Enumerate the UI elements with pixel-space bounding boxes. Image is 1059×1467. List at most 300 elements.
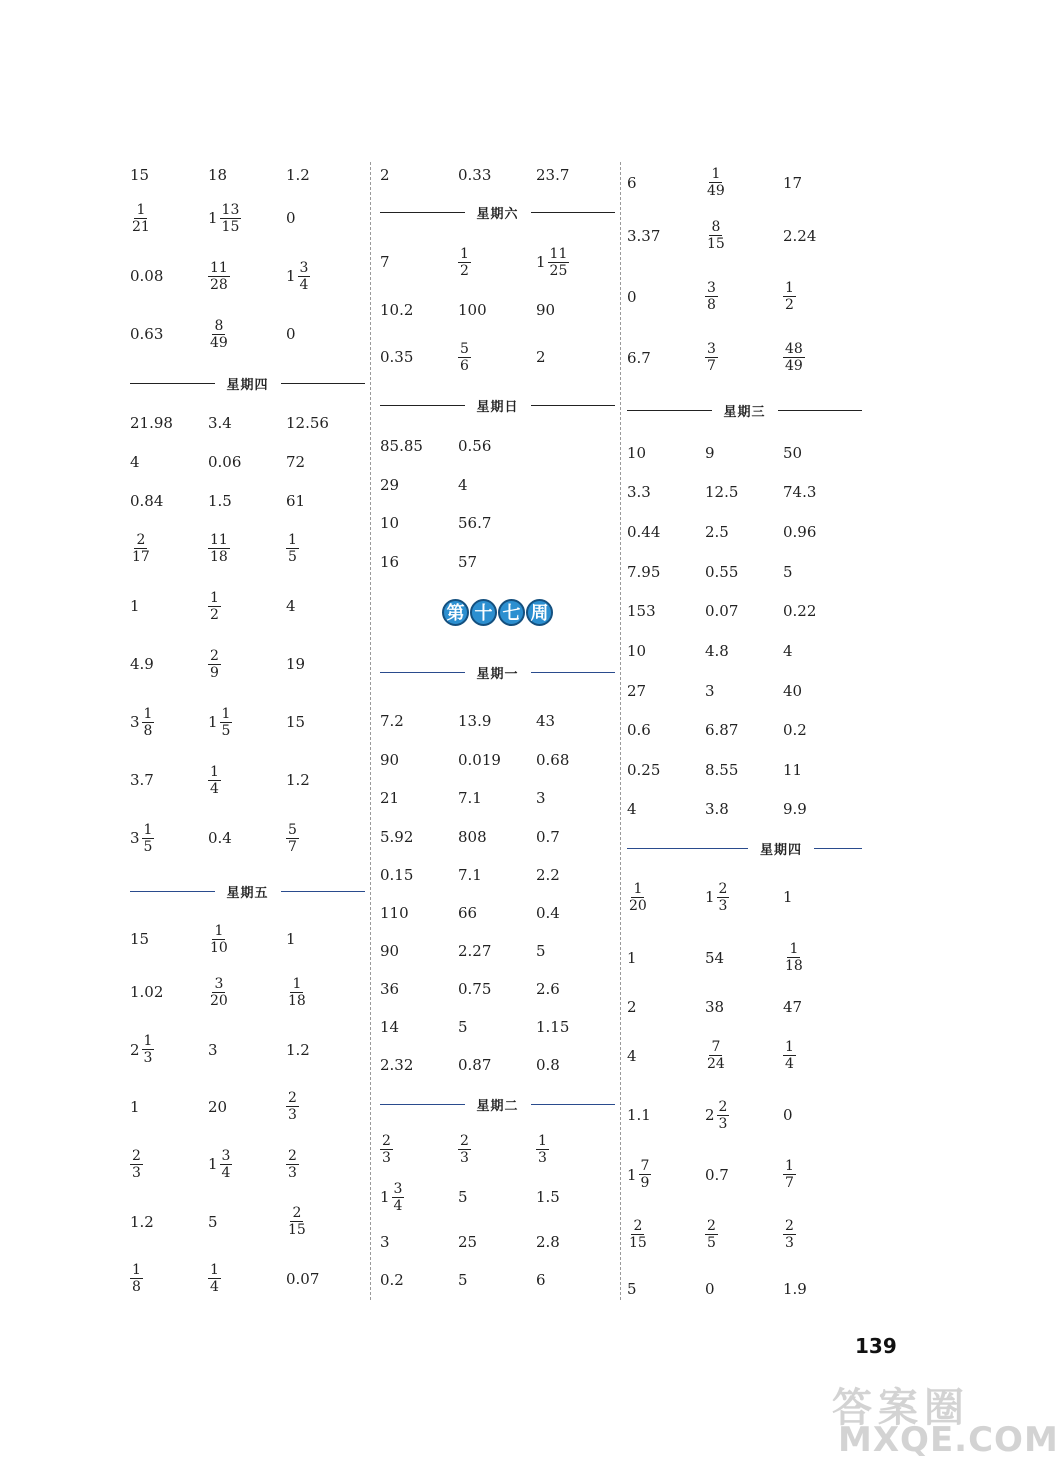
answer-row <box>380 1124 615 1174</box>
fraction <box>208 533 230 564</box>
mixed-whole: 1 <box>286 267 296 285</box>
answer-cell: 5 <box>458 1271 468 1289</box>
answer-cell: 6 <box>627 173 637 192</box>
answer-cell: 0.75 <box>458 980 492 998</box>
fraction-numerator: 3 <box>393 1180 403 1197</box>
fraction-denominator: 3 <box>718 1115 728 1132</box>
fraction-denominator: 3 <box>143 1050 153 1066</box>
answer-row <box>380 1220 615 1264</box>
answer-row <box>380 894 615 932</box>
fraction <box>783 1040 796 1071</box>
week-banner-char: 七 <box>498 599 525 626</box>
answer-row <box>627 512 862 552</box>
answer-cell: 0 <box>705 1280 715 1298</box>
day-label: 星期三 <box>723 405 766 420</box>
fraction <box>142 1034 155 1065</box>
answer-cell: 6.87 <box>705 721 739 739</box>
answer-row <box>627 1025 862 1086</box>
answer-row <box>130 247 365 305</box>
answer-cell: 27 <box>627 681 647 700</box>
answer-row <box>627 988 862 1025</box>
mixed-whole: 1 <box>705 888 715 906</box>
answer-cell: 2 <box>627 997 637 1016</box>
answer-cell: 0.019 <box>458 750 501 769</box>
answer-cell: 5 <box>536 942 546 960</box>
answer-cell <box>783 1219 861 1250</box>
answer-row <box>627 789 862 829</box>
answer-cell <box>130 1149 208 1180</box>
fraction-numerator: 1 <box>143 705 153 722</box>
answer-cell <box>208 707 286 738</box>
column-divider <box>370 162 371 1300</box>
fraction-denominator: 2 <box>210 606 219 623</box>
mixed-whole: 2 <box>705 1106 715 1124</box>
mixed-whole: 1 <box>208 1155 218 1173</box>
answer-cell: 90 <box>380 942 400 960</box>
answer-row <box>130 1021 365 1078</box>
answer-cell <box>208 924 286 955</box>
fraction <box>208 261 230 292</box>
fraction <box>705 1040 727 1071</box>
answer-cell: 0.35 <box>380 348 414 366</box>
fraction-numerator: 1 <box>214 922 224 939</box>
answer-row <box>380 289 615 331</box>
answer-cell: 54 <box>705 948 725 967</box>
answer-cell: 110 <box>380 904 409 922</box>
day-heading <box>130 867 365 915</box>
answer-cell: 16 <box>380 553 400 571</box>
answer-cell: 1.2 <box>286 1040 310 1059</box>
answer-cell: 0.7 <box>536 827 560 846</box>
answer-column-left <box>130 160 365 1307</box>
fraction-denominator: 4 <box>785 1056 794 1072</box>
answer-cell: 0.15 <box>380 866 414 884</box>
fraction-numerator: 1 <box>136 201 146 218</box>
fraction-numerator: 2 <box>136 532 146 548</box>
answer-row <box>380 1174 615 1220</box>
fraction <box>705 1219 718 1250</box>
answer-cell: 3.37 <box>627 226 661 245</box>
fraction <box>208 319 230 350</box>
fraction-numerator: 8 <box>214 317 224 334</box>
answer-cell <box>286 1206 364 1237</box>
fraction <box>458 342 471 373</box>
answer-cell: 0.4 <box>208 829 232 847</box>
week-banner-char: 周 <box>526 599 553 626</box>
answer-cell: 2 <box>380 165 390 184</box>
heading-rule <box>281 383 366 384</box>
answer-row <box>380 465 615 504</box>
day-label: 星期六 <box>476 206 519 222</box>
answer-cell <box>705 1219 783 1250</box>
answer-cell: 2.32 <box>380 1056 414 1074</box>
answer-row <box>130 1193 365 1250</box>
answer-cell <box>208 533 286 564</box>
fraction-denominator: 3 <box>718 897 728 914</box>
fraction-numerator: 1 <box>633 880 643 897</box>
answer-cell <box>705 281 783 312</box>
answer-cell: 90 <box>380 750 400 769</box>
fraction-denominator: 7 <box>288 838 297 855</box>
fraction-denominator: 15 <box>629 1234 647 1251</box>
answer-cell <box>458 1134 536 1165</box>
fraction-denominator: 2 <box>785 297 794 313</box>
answer-cell <box>458 247 536 278</box>
fraction <box>130 1149 143 1180</box>
answer-cell <box>208 203 286 234</box>
answer-row <box>130 442 365 481</box>
answer-cell: 5 <box>458 1188 468 1206</box>
fraction-denominator: 21 <box>132 218 150 235</box>
fraction-numerator: 13 <box>221 201 240 218</box>
fraction-numerator: 1 <box>785 280 794 296</box>
answer-cell <box>536 1134 614 1165</box>
answer-cell: 0.84 <box>130 491 164 510</box>
answer-cell: 12.5 <box>705 483 739 501</box>
fraction <box>548 247 570 278</box>
answer-cell: 6.7 <box>627 348 651 367</box>
fraction-numerator: 7 <box>640 1158 650 1174</box>
fraction <box>130 533 152 564</box>
fraction-denominator: 18 <box>785 958 803 974</box>
answer-row <box>380 542 615 582</box>
answer-row <box>380 331 615 383</box>
answer-cell: 2.27 <box>458 942 492 960</box>
fraction <box>286 1091 299 1122</box>
fraction-numerator: 7 <box>711 1039 721 1055</box>
answer-row <box>130 915 365 963</box>
answer-cell: 4 <box>458 475 468 494</box>
answer-cell <box>208 649 286 680</box>
heading-rule <box>814 848 862 849</box>
heading-rule <box>130 891 215 892</box>
answer-cell: 1 <box>130 597 140 615</box>
answer-row <box>627 433 862 472</box>
answer-cell <box>130 823 208 854</box>
fraction-numerator: 1 <box>785 1039 794 1055</box>
fraction <box>208 924 230 955</box>
answer-cell: 0.6 <box>627 721 651 739</box>
answer-cell: 21 <box>380 789 400 807</box>
answer-column-right <box>627 160 862 1315</box>
answer-cell: 3 <box>208 1040 218 1059</box>
fraction-numerator: 48 <box>785 341 803 357</box>
watermark-site: MXQE.COM <box>838 1420 1059 1460</box>
fraction-denominator: 49 <box>707 183 725 199</box>
fraction-denominator: 9 <box>210 664 219 681</box>
fraction-denominator: 3 <box>288 1107 297 1123</box>
answer-cell: 72 <box>286 452 306 471</box>
fraction-numerator: 2 <box>210 647 219 664</box>
fraction <box>286 977 308 1008</box>
fraction <box>717 1100 730 1131</box>
answer-row <box>627 1144 862 1205</box>
fraction-numerator: 1 <box>292 975 302 992</box>
answer-row <box>627 671 862 710</box>
fraction-denominator: 28 <box>210 276 228 293</box>
answer-cell: 7.95 <box>627 562 661 581</box>
answer-cell: 5 <box>783 562 793 581</box>
mixed-whole: 1 <box>380 1188 390 1206</box>
mixed-whole: 1 <box>208 713 218 731</box>
fraction-numerator: 1 <box>143 821 153 838</box>
answer-cell: 5 <box>458 1018 468 1036</box>
answer-cell: 153 <box>627 602 656 620</box>
answer-row <box>130 809 365 867</box>
fraction <box>142 823 155 854</box>
answer-cell: 1 <box>286 930 296 948</box>
answer-row <box>380 970 615 1008</box>
answer-cell: 4 <box>130 452 140 471</box>
fraction-numerator: 1 <box>143 1033 153 1049</box>
answer-row <box>380 160 615 189</box>
answer-cell: 2.24 <box>783 226 817 245</box>
answer-cell: 4 <box>627 800 637 818</box>
fraction-numerator: 2 <box>707 1217 716 1234</box>
answer-cell <box>783 1159 861 1190</box>
heading-rule <box>627 410 712 411</box>
fraction-numerator: 1 <box>789 941 799 957</box>
answer-row <box>627 472 862 512</box>
fraction-numerator: 3 <box>707 341 716 357</box>
fraction-denominator: 2 <box>460 262 469 279</box>
answer-cell <box>208 765 286 796</box>
answer-row <box>380 1264 615 1296</box>
answer-cell: 74.3 <box>783 483 817 501</box>
answer-cell: 12.56 <box>286 413 329 432</box>
fraction <box>142 707 155 738</box>
fraction <box>705 220 727 251</box>
fraction <box>380 1134 393 1165</box>
answer-row <box>627 205 862 266</box>
heading-rule <box>531 405 616 406</box>
fraction-denominator: 25 <box>549 262 568 279</box>
answer-row <box>627 1263 862 1315</box>
fraction <box>639 1159 652 1190</box>
answer-cell: 1.2 <box>286 165 310 184</box>
fraction-numerator: 11 <box>210 532 228 548</box>
fraction-denominator: 20 <box>210 992 228 1009</box>
fraction <box>286 1149 299 1180</box>
fraction <box>220 1149 233 1180</box>
answer-row <box>130 520 365 577</box>
fraction-denominator: 20 <box>629 897 647 914</box>
answer-cell: 7.2 <box>380 712 404 730</box>
day-label: 星期一 <box>476 666 519 682</box>
fraction <box>627 1219 649 1250</box>
answer-cell: 9.9 <box>783 800 807 818</box>
answer-cell: 25 <box>458 1233 478 1251</box>
fraction-denominator: 15 <box>221 218 240 235</box>
day-label: 星期五 <box>226 885 269 901</box>
answer-cell <box>783 342 861 373</box>
mixed-whole: 3 <box>130 829 140 847</box>
answer-cell: 57 <box>458 553 478 571</box>
answer-row <box>130 963 365 1021</box>
answer-cell: 2.5 <box>705 523 729 541</box>
fraction-denominator: 5 <box>221 722 231 739</box>
fraction-numerator: 2 <box>718 1098 728 1115</box>
week-banner <box>380 582 615 642</box>
fraction <box>536 1134 549 1165</box>
answer-cell: 11 <box>783 760 803 779</box>
answer-cell <box>130 533 208 564</box>
answer-cell <box>286 1091 364 1122</box>
heading-rule <box>380 212 465 213</box>
answer-cell <box>705 882 783 913</box>
day-heading <box>627 829 862 867</box>
answer-cell: 47 <box>783 997 803 1016</box>
answer-row <box>380 427 615 465</box>
fraction-numerator: 5 <box>460 340 469 357</box>
fraction-denominator: 3 <box>382 1149 391 1166</box>
answer-row <box>130 1078 365 1135</box>
answer-cell <box>380 1182 458 1213</box>
answer-cell <box>130 1263 208 1294</box>
fraction <box>783 281 796 312</box>
fraction-numerator: 1 <box>785 1158 794 1174</box>
answer-row <box>130 635 365 693</box>
answer-row <box>627 266 862 327</box>
fraction <box>130 1263 143 1294</box>
fraction-numerator: 2 <box>288 1090 297 1106</box>
answer-cell: 3.3 <box>627 483 651 501</box>
answer-row <box>130 693 365 751</box>
heading-rule <box>627 848 748 849</box>
fraction <box>208 1263 221 1294</box>
answer-cell <box>286 1149 364 1180</box>
fraction-denominator: 49 <box>210 334 228 351</box>
fraction-denominator: 3 <box>132 1164 141 1181</box>
answer-cell: 15 <box>286 713 306 731</box>
answer-cell: 38 <box>705 997 725 1016</box>
fraction-denominator: 8 <box>707 297 716 313</box>
answer-cell <box>286 977 364 1008</box>
answer-row <box>130 751 365 809</box>
fraction-numerator: 3 <box>221 1147 231 1164</box>
fraction-denominator: 49 <box>785 358 803 374</box>
answer-cell: 2.8 <box>536 1233 560 1251</box>
fraction <box>220 707 233 738</box>
answer-cell: 10 <box>627 642 647 660</box>
answer-cell <box>705 167 783 198</box>
answer-cell: 18 <box>208 165 228 184</box>
answer-cell: 15 <box>130 930 150 948</box>
answer-cell: 29 <box>380 475 400 494</box>
day-heading <box>380 642 615 702</box>
fraction-numerator: 2 <box>460 1132 469 1149</box>
fraction-numerator: 2 <box>288 1147 297 1164</box>
answer-cell <box>208 591 286 622</box>
answer-cell: 56.7 <box>458 514 492 532</box>
fraction-denominator: 5 <box>288 549 297 565</box>
fraction-numerator: 2 <box>292 1205 302 1221</box>
answer-cell: 43 <box>536 712 556 730</box>
fraction-numerator: 1 <box>288 532 297 548</box>
answer-cell: 1 <box>130 1097 140 1116</box>
answer-cell: 8.55 <box>705 760 739 779</box>
heading-rule <box>281 891 366 892</box>
answer-cell: 0 <box>286 209 296 227</box>
answer-cell: 1.2 <box>286 771 310 789</box>
fraction <box>783 942 805 973</box>
answer-cell: 4.9 <box>130 655 154 673</box>
fraction-numerator: 5 <box>288 821 297 838</box>
day-heading <box>380 1084 615 1124</box>
fraction <box>208 765 221 796</box>
answer-cell: 10 <box>627 443 647 462</box>
answer-cell <box>783 281 861 312</box>
answer-cell: 1.5 <box>536 1188 560 1206</box>
answer-cell: 0.22 <box>783 602 817 620</box>
fraction-denominator: 5 <box>707 1234 716 1251</box>
answer-cell <box>208 261 286 292</box>
fraction-numerator: 1 <box>210 589 219 606</box>
answer-cell <box>705 1100 783 1131</box>
answer-row <box>627 160 862 205</box>
answer-cell <box>380 1134 458 1165</box>
answer-cell: 17 <box>783 173 803 192</box>
answer-cell <box>130 1034 208 1065</box>
fraction <box>286 533 299 564</box>
fraction-numerator: 11 <box>210 259 228 276</box>
fraction <box>220 203 242 234</box>
answer-cell: 23.7 <box>536 165 570 184</box>
fraction <box>705 167 727 198</box>
answer-cell: 1 <box>627 948 637 967</box>
answer-cell: 5.92 <box>380 827 414 846</box>
fraction-denominator: 15 <box>288 1222 306 1238</box>
answer-row <box>627 750 862 789</box>
fraction <box>783 1219 796 1250</box>
answer-cell: 21.98 <box>130 413 173 432</box>
answer-cell: 1.02 <box>130 983 164 1001</box>
answer-cell: 66 <box>458 904 478 922</box>
mixed-whole: 3 <box>130 713 140 731</box>
answer-cell: 14 <box>380 1018 400 1036</box>
answer-row <box>627 1086 862 1144</box>
answer-cell: 0 <box>627 287 637 306</box>
fraction-numerator: 2 <box>382 1132 391 1149</box>
fraction-numerator: 2 <box>132 1147 141 1164</box>
answer-cell: 100 <box>458 301 487 319</box>
answer-row <box>380 817 615 856</box>
answer-cell: 61 <box>286 491 306 510</box>
answer-row <box>380 1046 615 1084</box>
fraction <box>458 1134 471 1165</box>
fraction-numerator: 2 <box>785 1217 794 1234</box>
answer-row <box>627 1205 862 1263</box>
answer-row <box>627 927 862 988</box>
answer-cell: 2.6 <box>536 980 560 998</box>
answer-cell: 50 <box>783 443 803 462</box>
week-banner-char: 十 <box>470 599 497 626</box>
watermark-title: 答案圈 <box>832 1385 970 1431</box>
answer-cell: 3.8 <box>705 800 729 818</box>
day-label: 星期四 <box>759 842 802 858</box>
answer-cell: 2.2 <box>536 866 560 884</box>
day-heading <box>627 388 862 433</box>
answer-cell: 0.25 <box>627 760 661 779</box>
answer-cell: 1.5 <box>208 491 232 510</box>
fraction-numerator: 2 <box>633 1217 643 1234</box>
column-divider <box>620 162 621 1300</box>
heading-rule <box>380 405 465 406</box>
answer-cell: 90 <box>536 301 556 319</box>
answer-cell: 6 <box>536 1271 546 1289</box>
answer-row <box>130 189 365 247</box>
heading-rule <box>531 212 616 213</box>
